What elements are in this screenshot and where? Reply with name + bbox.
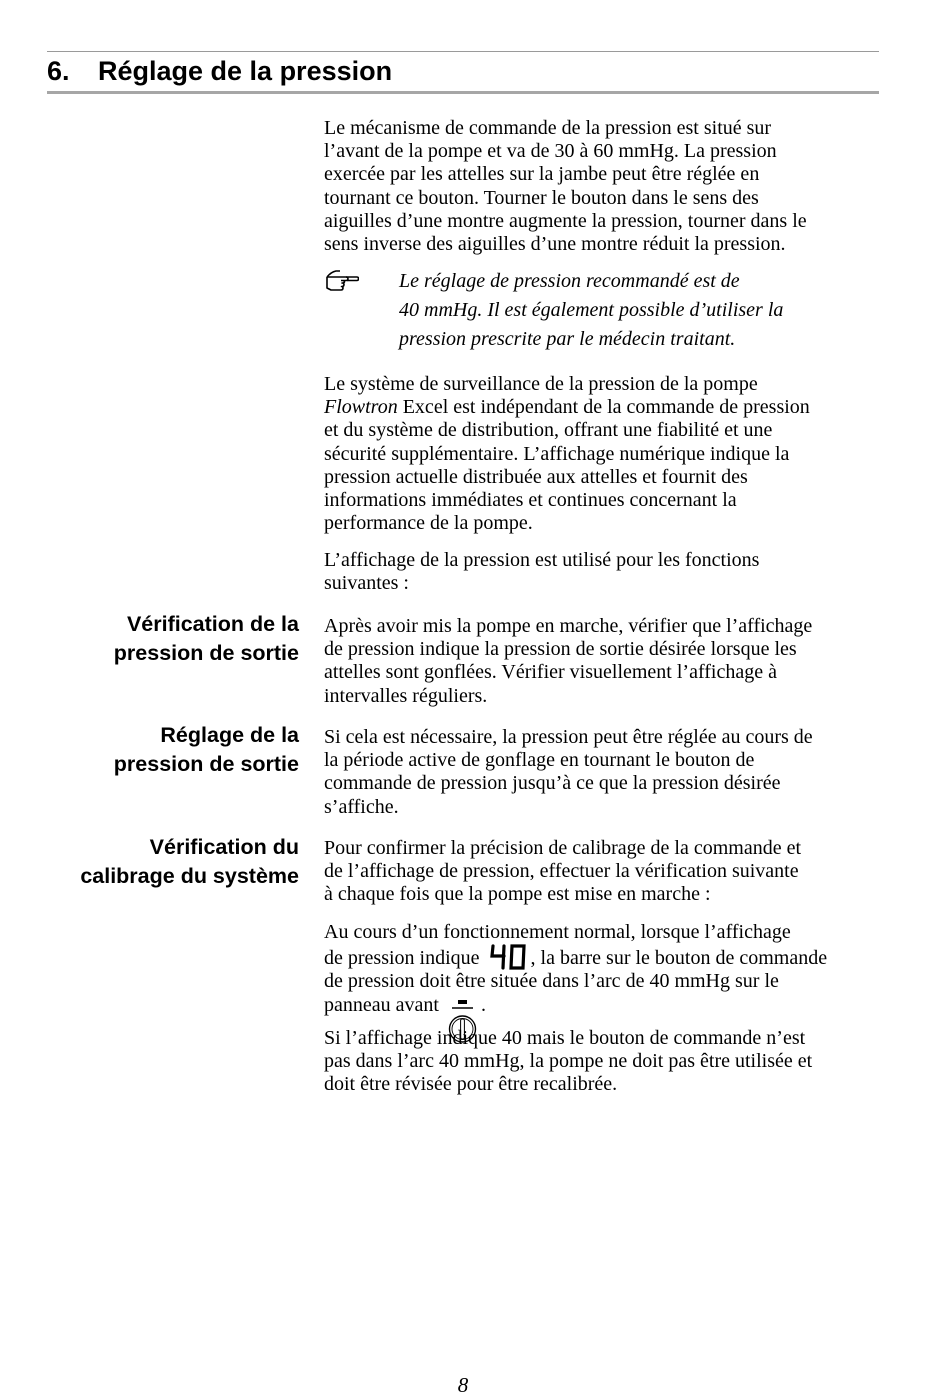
text-line: performance de la pompe.: [324, 512, 533, 535]
text-line: pas dans l’arc 40 mmHg, la pompe ne doit pas être utilisée et: [324, 1050, 813, 1073]
text-line: Le système de surveillance de la pression de la pompe: [324, 373, 758, 395]
title-rule: [47, 91, 879, 94]
text-line: Pour confirmer la précision de calibrage de la commande et: [324, 837, 802, 859]
text-line: suivantes :: [324, 572, 409, 595]
heading-verify-calibration: [20, 833, 299, 891]
section-title-text: Réglage de la pression: [98, 56, 393, 86]
text-fragment: Excel est indépendant de la commande de pression: [397, 396, 810, 419]
text-line: Le réglage de pression recommandé est de: [399, 270, 740, 292]
adjust-output-paragraph: [324, 726, 880, 819]
text-line: informations immédiates et continues concernant la: [324, 489, 737, 512]
text-line: intervalles réguliers.: [324, 684, 488, 707]
text-line: commande de pression jusqu’à ce que la pression désirée: [324, 772, 781, 795]
text-fragment: , la barre sur le bouton de commande: [530, 947, 828, 970]
heading-line: Vérification du: [149, 835, 299, 859]
text-line: [324, 396, 880, 419]
heading-verify-output: [20, 610, 299, 668]
intro-paragraph: [324, 117, 880, 256]
section-title: [47, 52, 392, 90]
text-line: pression actuelle distribuée aux attelles et fournit des: [324, 465, 748, 488]
text-line: 40 mmHg. Il est également possible d’utiliser la: [399, 299, 784, 321]
seven-segment-display-icon: [489, 944, 529, 970]
functions-intro: [324, 549, 880, 595]
text-line: de pression doit être située dans l’arc de 40 mmHg sur le: [324, 970, 779, 993]
text-fragment: de pression indique: [324, 947, 485, 970]
text-line: Si l’affichage indique 40 mais le bouton de commande n’est: [324, 1027, 806, 1049]
calibration-fail-paragraph: [324, 1027, 880, 1097]
pointing-hand-icon: [325, 268, 359, 292]
note-text: [399, 267, 869, 354]
text-line: [324, 944, 880, 970]
text-line: pression prescrite par le médecin traitant.: [399, 328, 736, 350]
text-line: L’affichage de la pression est utilisé pour les fonctions: [324, 549, 760, 571]
section-number: 6.: [47, 56, 70, 86]
text-line: Si cela est nécessaire, la pression peut être réglée au cours de: [324, 726, 813, 748]
text-line: Au cours d’un fonctionnement normal, lorsque l’affichage: [324, 921, 791, 943]
calibration-intro-paragraph: [324, 837, 880, 907]
text-line: sécurité supplémentaire. L’affichage numérique indique la: [324, 442, 790, 465]
text-line: exercée par les attelles sur la jambe peut être réglée en: [324, 163, 760, 186]
heading-line: Vérification de la: [126, 612, 299, 636]
heading-line: calibrage du système: [80, 864, 299, 888]
text-line: s’affiche.: [324, 795, 399, 818]
page-number: 8: [457, 1373, 469, 1397]
text-line: doit être révisée pour être recalibrée.: [324, 1073, 618, 1096]
text-line: l’avant de la pompe et va de 30 à 60 mmHg. La pression: [324, 140, 777, 163]
text-line: de pression indique la pression de sortie désirée lorsque les: [324, 638, 797, 661]
monitoring-paragraph: [324, 373, 880, 535]
brand-name: Flowtron: [324, 396, 398, 419]
text-line: de l’affichage de pression, effectuer la vérification suivante: [324, 860, 799, 883]
text-line: tournant ce bouton. Tourner le bouton dans le sens des: [324, 186, 759, 209]
text-line: la période active de gonflage en tournant le bouton de: [324, 749, 755, 772]
text-line: et du système de distribution, offrant une fiabilité et une: [324, 419, 773, 442]
text-line: sens inverse des aiguilles d’une montre réduit la pression.: [324, 233, 786, 256]
heading-adjust-output: [20, 721, 299, 779]
text-fragment: panneau avant: [324, 993, 439, 1016]
text-line: Après avoir mis la pompe en marche, vérifier que l’affichage: [324, 615, 813, 637]
heading-line: pression de sortie: [113, 752, 299, 776]
text-line: aiguilles d’une montre augmente la pression, tourner dans le: [324, 209, 807, 232]
heading-line: pression de sortie: [113, 641, 299, 665]
text-line: Le mécanisme de commande de la pression est situé sur: [324, 117, 772, 139]
text-fragment: .: [480, 993, 486, 1016]
text-line: à chaque fois que la pompe est mise en marche :: [324, 883, 711, 906]
heading-line: Réglage de la: [160, 723, 299, 747]
verify-output-paragraph: [324, 615, 880, 708]
text-line: attelles sont gonflées. Vérifier visuellement l’affichage à: [324, 661, 777, 684]
